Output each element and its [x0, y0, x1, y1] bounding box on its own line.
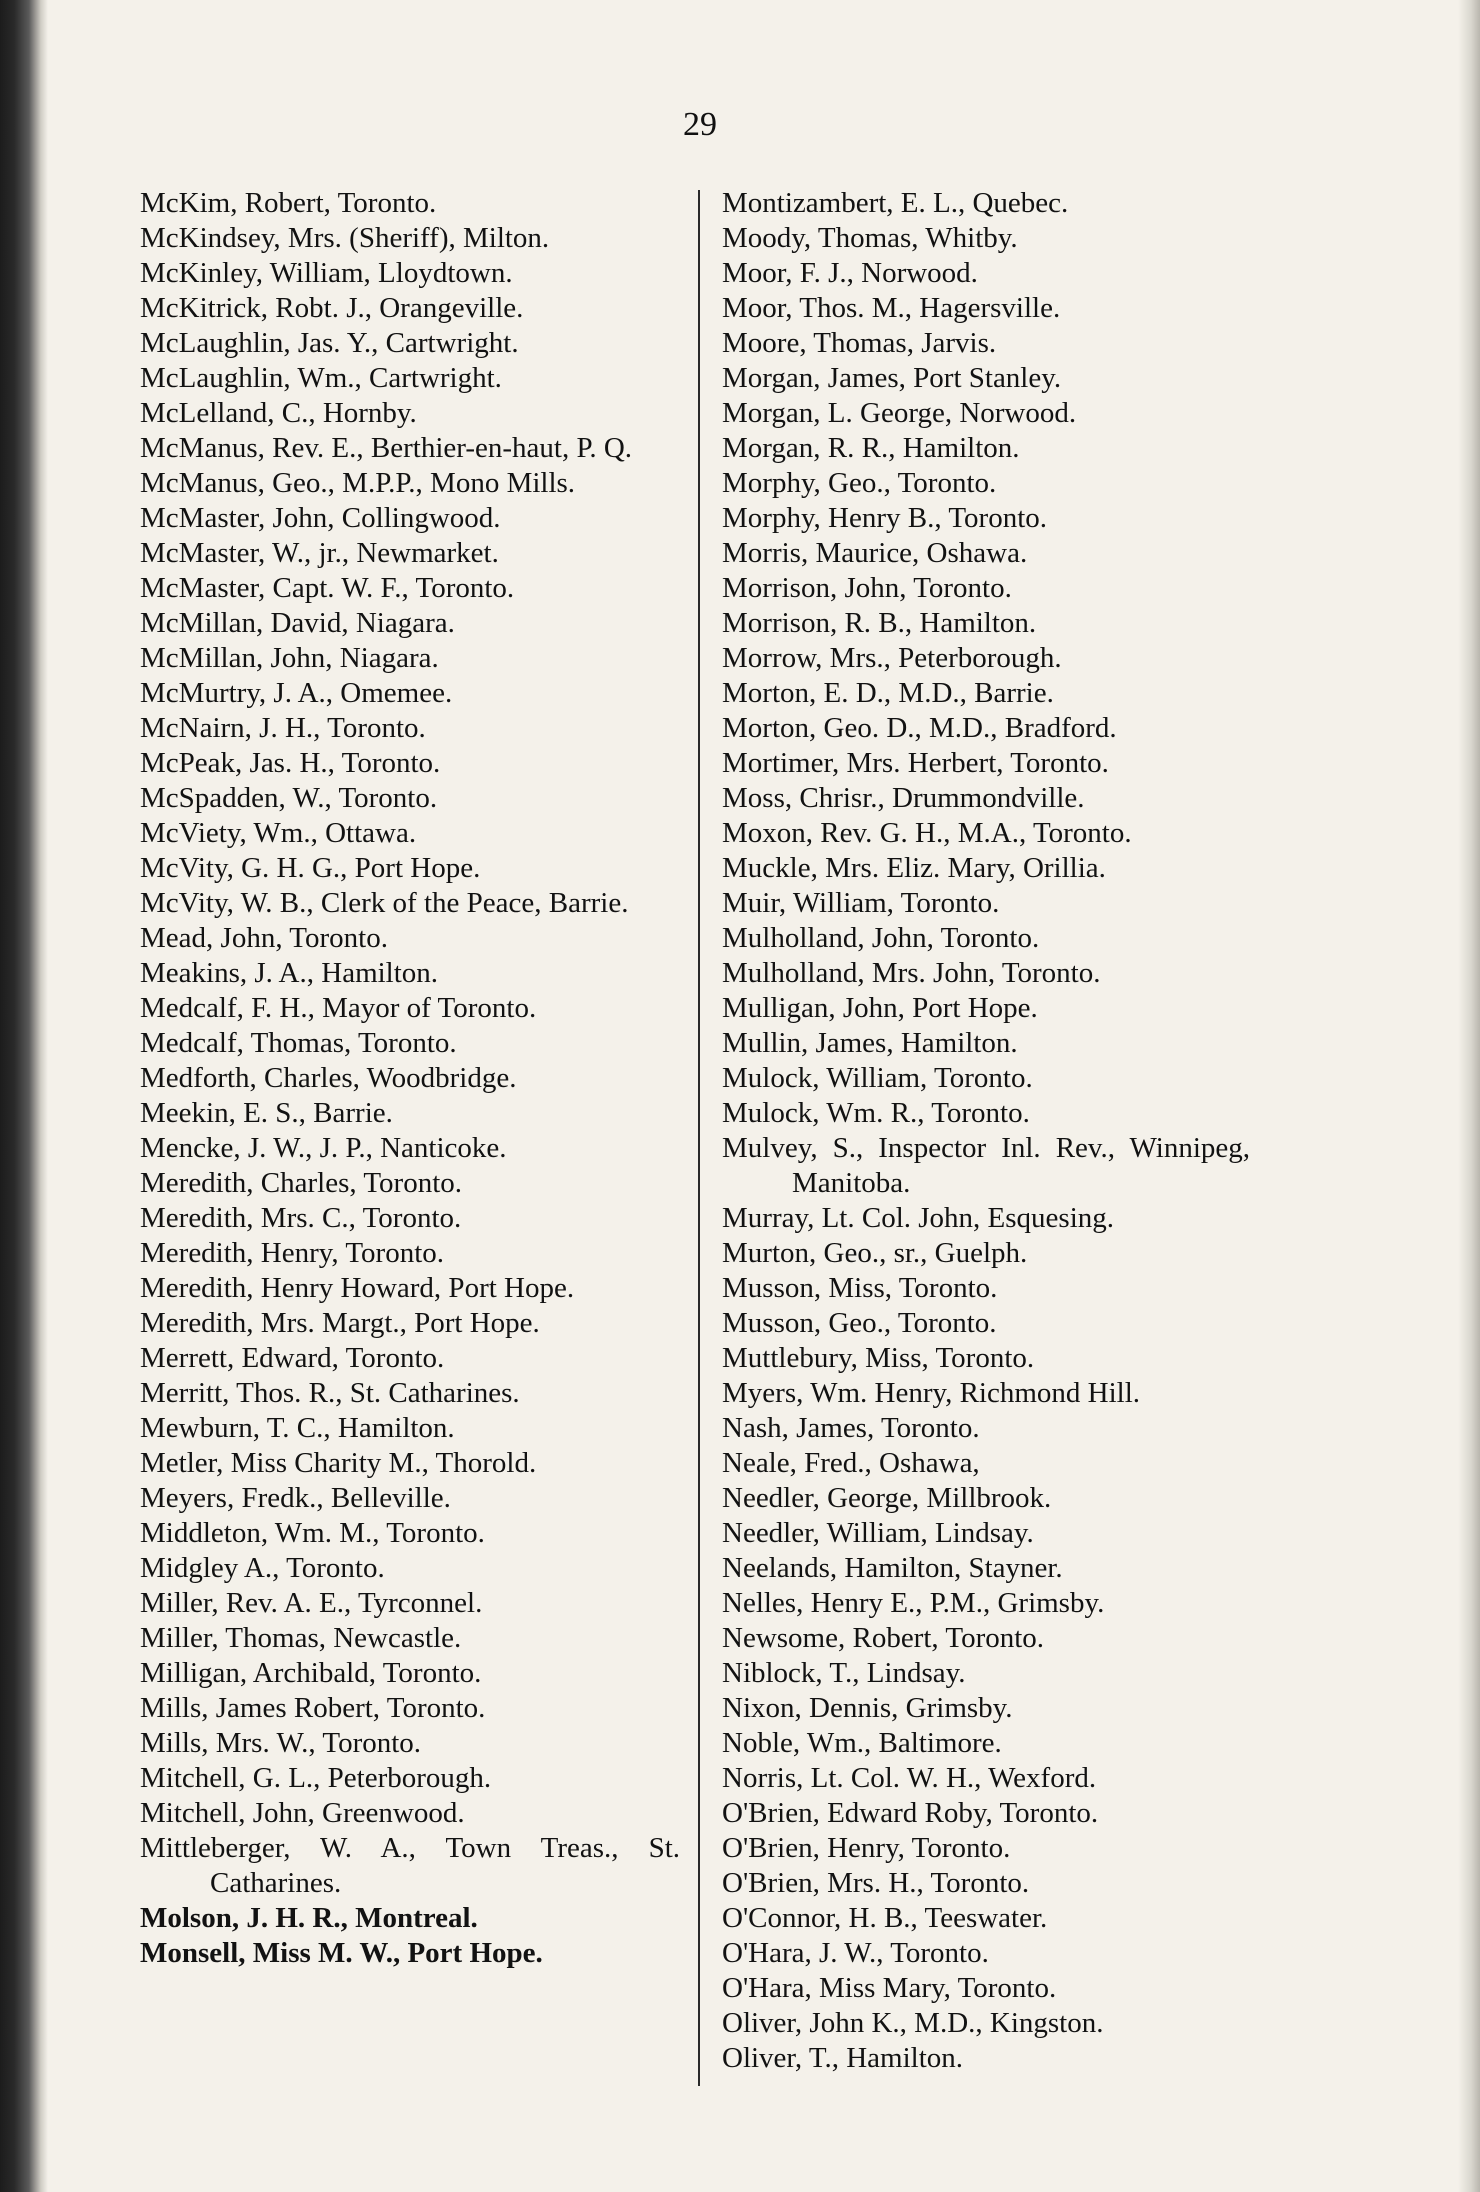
directory-entry: Niblock, T., Lindsay. — [722, 1657, 966, 1689]
directory-entry: Nelles, Henry E., P.M., Grimsby. — [722, 1587, 1105, 1619]
directory-entry: Musson, Geo., Toronto. — [722, 1307, 997, 1339]
directory-entry: Mulholland, Mrs. John, Toronto. — [722, 957, 1101, 989]
directory-entry: McManus, Rev. E., Berthier-en-haut, P. Q. — [140, 432, 633, 464]
directory-entry: Mulvey, S., Inspector Inl. Rev., Winnipeg, Manitoba. — [722, 1132, 1250, 1199]
directory-entry: Musson, Miss, Toronto. — [722, 1272, 998, 1304]
directory-entry: McVity, G. H. G., Port Hope. — [140, 852, 481, 884]
directory-entry: Mead, John, Toronto. — [140, 922, 388, 954]
directory-entry: McKitrick, Robt. J., Orangeville. — [140, 292, 524, 324]
directory-entry: Morris, Maurice, Oshawa. — [722, 537, 1028, 569]
directory-entry: Meyers, Fredk., Belleville. — [140, 1482, 451, 1514]
directory-entry: Medforth, Charles, Woodbridge. — [140, 1062, 517, 1094]
directory-entry: O'Connor, H. B., Teeswater. — [722, 1902, 1048, 1934]
directory-entry: McMillan, John, Niagara. — [140, 642, 439, 674]
directory-entry: McLelland, C., Hornby. — [140, 397, 417, 429]
directory-entry: Morton, E. D., M.D., Barrie. — [722, 677, 1054, 709]
directory-entry: Moore, Thomas, Jarvis. — [722, 327, 997, 359]
directory-entry: Needler, William, Lindsay. — [722, 1517, 1034, 1549]
directory-entry: Meredith, Henry Howard, Port Hope. — [140, 1272, 575, 1304]
column-divider — [698, 190, 700, 2086]
directory-entry: Morton, Geo. D., M.D., Bradford. — [722, 712, 1117, 744]
directory-entry: Noble, Wm., Baltimore. — [722, 1727, 1002, 1759]
directory-entry: Oliver, T., Hamilton. — [722, 2042, 964, 2074]
directory-entry: Monsell, Miss M. W., Port Hope. — [140, 1937, 543, 1969]
directory-entry: Myers, Wm. Henry, Richmond Hill. — [722, 1377, 1141, 1409]
directory-entry: Meredith, Charles, Toronto. — [140, 1167, 463, 1199]
directory-entry: Morgan, James, Port Stanley. — [722, 362, 1062, 394]
directory-entry: McNairn, J. H., Toronto. — [140, 712, 426, 744]
directory-entry: Metler, Miss Charity M., Thorold. — [140, 1447, 537, 1479]
directory-entry: Mills, James Robert, Toronto. — [140, 1692, 486, 1724]
directory-entry: McLaughlin, Wm., Cartwright. — [140, 362, 502, 394]
directory-entry: Muckle, Mrs. Eliz. Mary, Orillia. — [722, 852, 1106, 884]
directory-entry: Merritt, Thos. R., St. Catharines. — [140, 1377, 520, 1409]
directory-entry: Meredith, Henry, Toronto. — [140, 1237, 445, 1269]
directory-entry: Mills, Mrs. W., Toronto. — [140, 1727, 422, 1759]
directory-entry: Needler, George, Millbrook. — [722, 1482, 1052, 1514]
directory-entry: Murton, Geo., sr., Guelph. — [722, 1237, 1028, 1269]
directory-entry: Morphy, Henry B., Toronto. — [722, 502, 1048, 534]
directory-entry: O'Brien, Henry, Toronto. — [722, 1832, 1011, 1864]
directory-entry: Moody, Thomas, Whitby. — [722, 222, 1018, 254]
directory-entry: McMaster, Capt. W. F., Toronto. — [140, 572, 515, 604]
directory-entry: McManus, Geo., M.P.P., Mono Mills. — [140, 467, 576, 499]
directory-entry: Moxon, Rev. G. H., M.A., Toronto. — [722, 817, 1132, 849]
directory-entry: Meredith, Mrs. C., Toronto. — [140, 1202, 462, 1234]
directory-entry: Muttlebury, Miss, Toronto. — [722, 1342, 1035, 1374]
directory-entry: Medcalf, Thomas, Toronto. — [140, 1027, 457, 1059]
directory-entry: Mortimer, Mrs. Herbert, Toronto. — [722, 747, 1109, 779]
directory-entry: O'Hara, Miss Mary, Toronto. — [722, 1972, 1057, 2004]
directory-entry: Meakins, J. A., Hamilton. — [140, 957, 439, 989]
directory-entry: McKim, Robert, Toronto. — [140, 187, 437, 219]
directory-entry: McMaster, John, Collingwood. — [140, 502, 501, 534]
left-column — [140, 186, 680, 1971]
directory-entry: Nixon, Dennis, Grimsby. — [722, 1692, 1013, 1724]
directory-entry: Merrett, Edward, Toronto. — [140, 1342, 445, 1374]
directory-entry: Muir, William, Toronto. — [722, 887, 1000, 919]
directory-entry: Morgan, L. George, Norwood. — [722, 397, 1077, 429]
directory-entry: Moor, Thos. M., Hagersville. — [722, 292, 1061, 324]
directory-entry: Neale, Fred., Oshawa, — [722, 1447, 980, 1479]
directory-entry: Midgley A., Toronto. — [140, 1552, 385, 1584]
directory-entry: McVity, W. B., Clerk of the Peace, Barrie. — [140, 887, 629, 919]
directory-entry: Mulock, Wm. R., Toronto. — [722, 1097, 1030, 1129]
directory-entry: Nash, James, Toronto. — [722, 1412, 980, 1444]
directory-entry: Mulock, William, Toronto. — [722, 1062, 1033, 1094]
directory-entry: McPeak, Jas. H., Toronto. — [140, 747, 441, 779]
directory-entry: Mulligan, John, Port Hope. — [722, 992, 1038, 1024]
directory-entry: Moss, Chrisr., Drummondville. — [722, 782, 1085, 814]
directory-entry: Oliver, John K., M.D., Kingston. — [722, 2007, 1104, 2039]
directory-entry: Molson, J. H. R., Montreal. — [140, 1902, 478, 1934]
directory-entry: Miller, Thomas, Newcastle. — [140, 1622, 462, 1654]
directory-entry: Mullin, James, Hamilton. — [722, 1027, 1018, 1059]
directory-entry: Newsome, Robert, Toronto. — [722, 1622, 1045, 1654]
directory-entry: Mittleberger, W. A., Town Treas., St. Catharines. — [140, 1832, 680, 1899]
directory-entry: Montizambert, E. L., Quebec. — [722, 187, 1069, 219]
directory-entry: McLaughlin, Jas. Y., Cartwright. — [140, 327, 519, 359]
directory-entry: Murray, Lt. Col. John, Esquesing. — [722, 1202, 1115, 1234]
directory-entry: O'Hara, J. W., Toronto. — [722, 1937, 989, 1969]
directory-entry: McKindsey, Mrs. (Sheriff), Milton. — [140, 222, 550, 254]
directory-entry: Neelands, Hamilton, Stayner. — [722, 1552, 1063, 1584]
directory-entry: McMurtry, J. A., Omemee. — [140, 677, 453, 709]
directory-entry: Morrison, John, Toronto. — [722, 572, 1012, 604]
directory-entry: Morgan, R. R., Hamilton. — [722, 432, 1020, 464]
directory-entry: Medcalf, F. H., Mayor of Toronto. — [140, 992, 537, 1024]
directory-entry: Norris, Lt. Col. W. H., Wexford. — [722, 1762, 1097, 1794]
directory-entry: Miller, Rev. A. E., Tyrconnel. — [140, 1587, 483, 1619]
directory-entry: McKinley, William, Lloydtown. — [140, 257, 513, 289]
directory-entry: McViety, Wm., Ottawa. — [140, 817, 417, 849]
directory-entry: Milligan, Archibald, Toronto. — [140, 1657, 482, 1689]
page-number: 29 — [683, 106, 717, 143]
directory-entry: McMaster, W., jr., Newmarket. — [140, 537, 499, 569]
book-spine — [0, 0, 48, 2192]
directory-entry: Middleton, Wm. M., Toronto. — [140, 1517, 485, 1549]
directory-entry: Morrow, Mrs., Peterborough. — [722, 642, 1062, 674]
directory-entry: Mencke, J. W., J. P., Nanticoke. — [140, 1132, 507, 1164]
directory-entry: Mitchell, G. L., Peterborough. — [140, 1762, 492, 1794]
directory-entry: O'Brien, Mrs. H., Toronto. — [722, 1867, 1030, 1899]
directory-entry: Moor, F. J., Norwood. — [722, 257, 978, 289]
directory-entry: Mewburn, T. C., Hamilton. — [140, 1412, 455, 1444]
directory-entry: Mitchell, John, Greenwood. — [140, 1797, 465, 1829]
directory-entry: McSpadden, W., Toronto. — [140, 782, 438, 814]
directory-entry: Morphy, Geo., Toronto. — [722, 467, 997, 499]
right-column — [722, 186, 1250, 2076]
directory-entry: Meredith, Mrs. Margt., Port Hope. — [140, 1307, 540, 1339]
page-edge — [1458, 0, 1480, 2192]
directory-entry: McMillan, David, Niagara. — [140, 607, 455, 639]
directory-entry: Meekin, E. S., Barrie. — [140, 1097, 393, 1129]
directory-entry: Morrison, R. B., Hamilton. — [722, 607, 1037, 639]
directory-entry: O'Brien, Edward Roby, Toronto. — [722, 1797, 1099, 1829]
directory-entry: Mulholland, John, Toronto. — [722, 922, 1040, 954]
